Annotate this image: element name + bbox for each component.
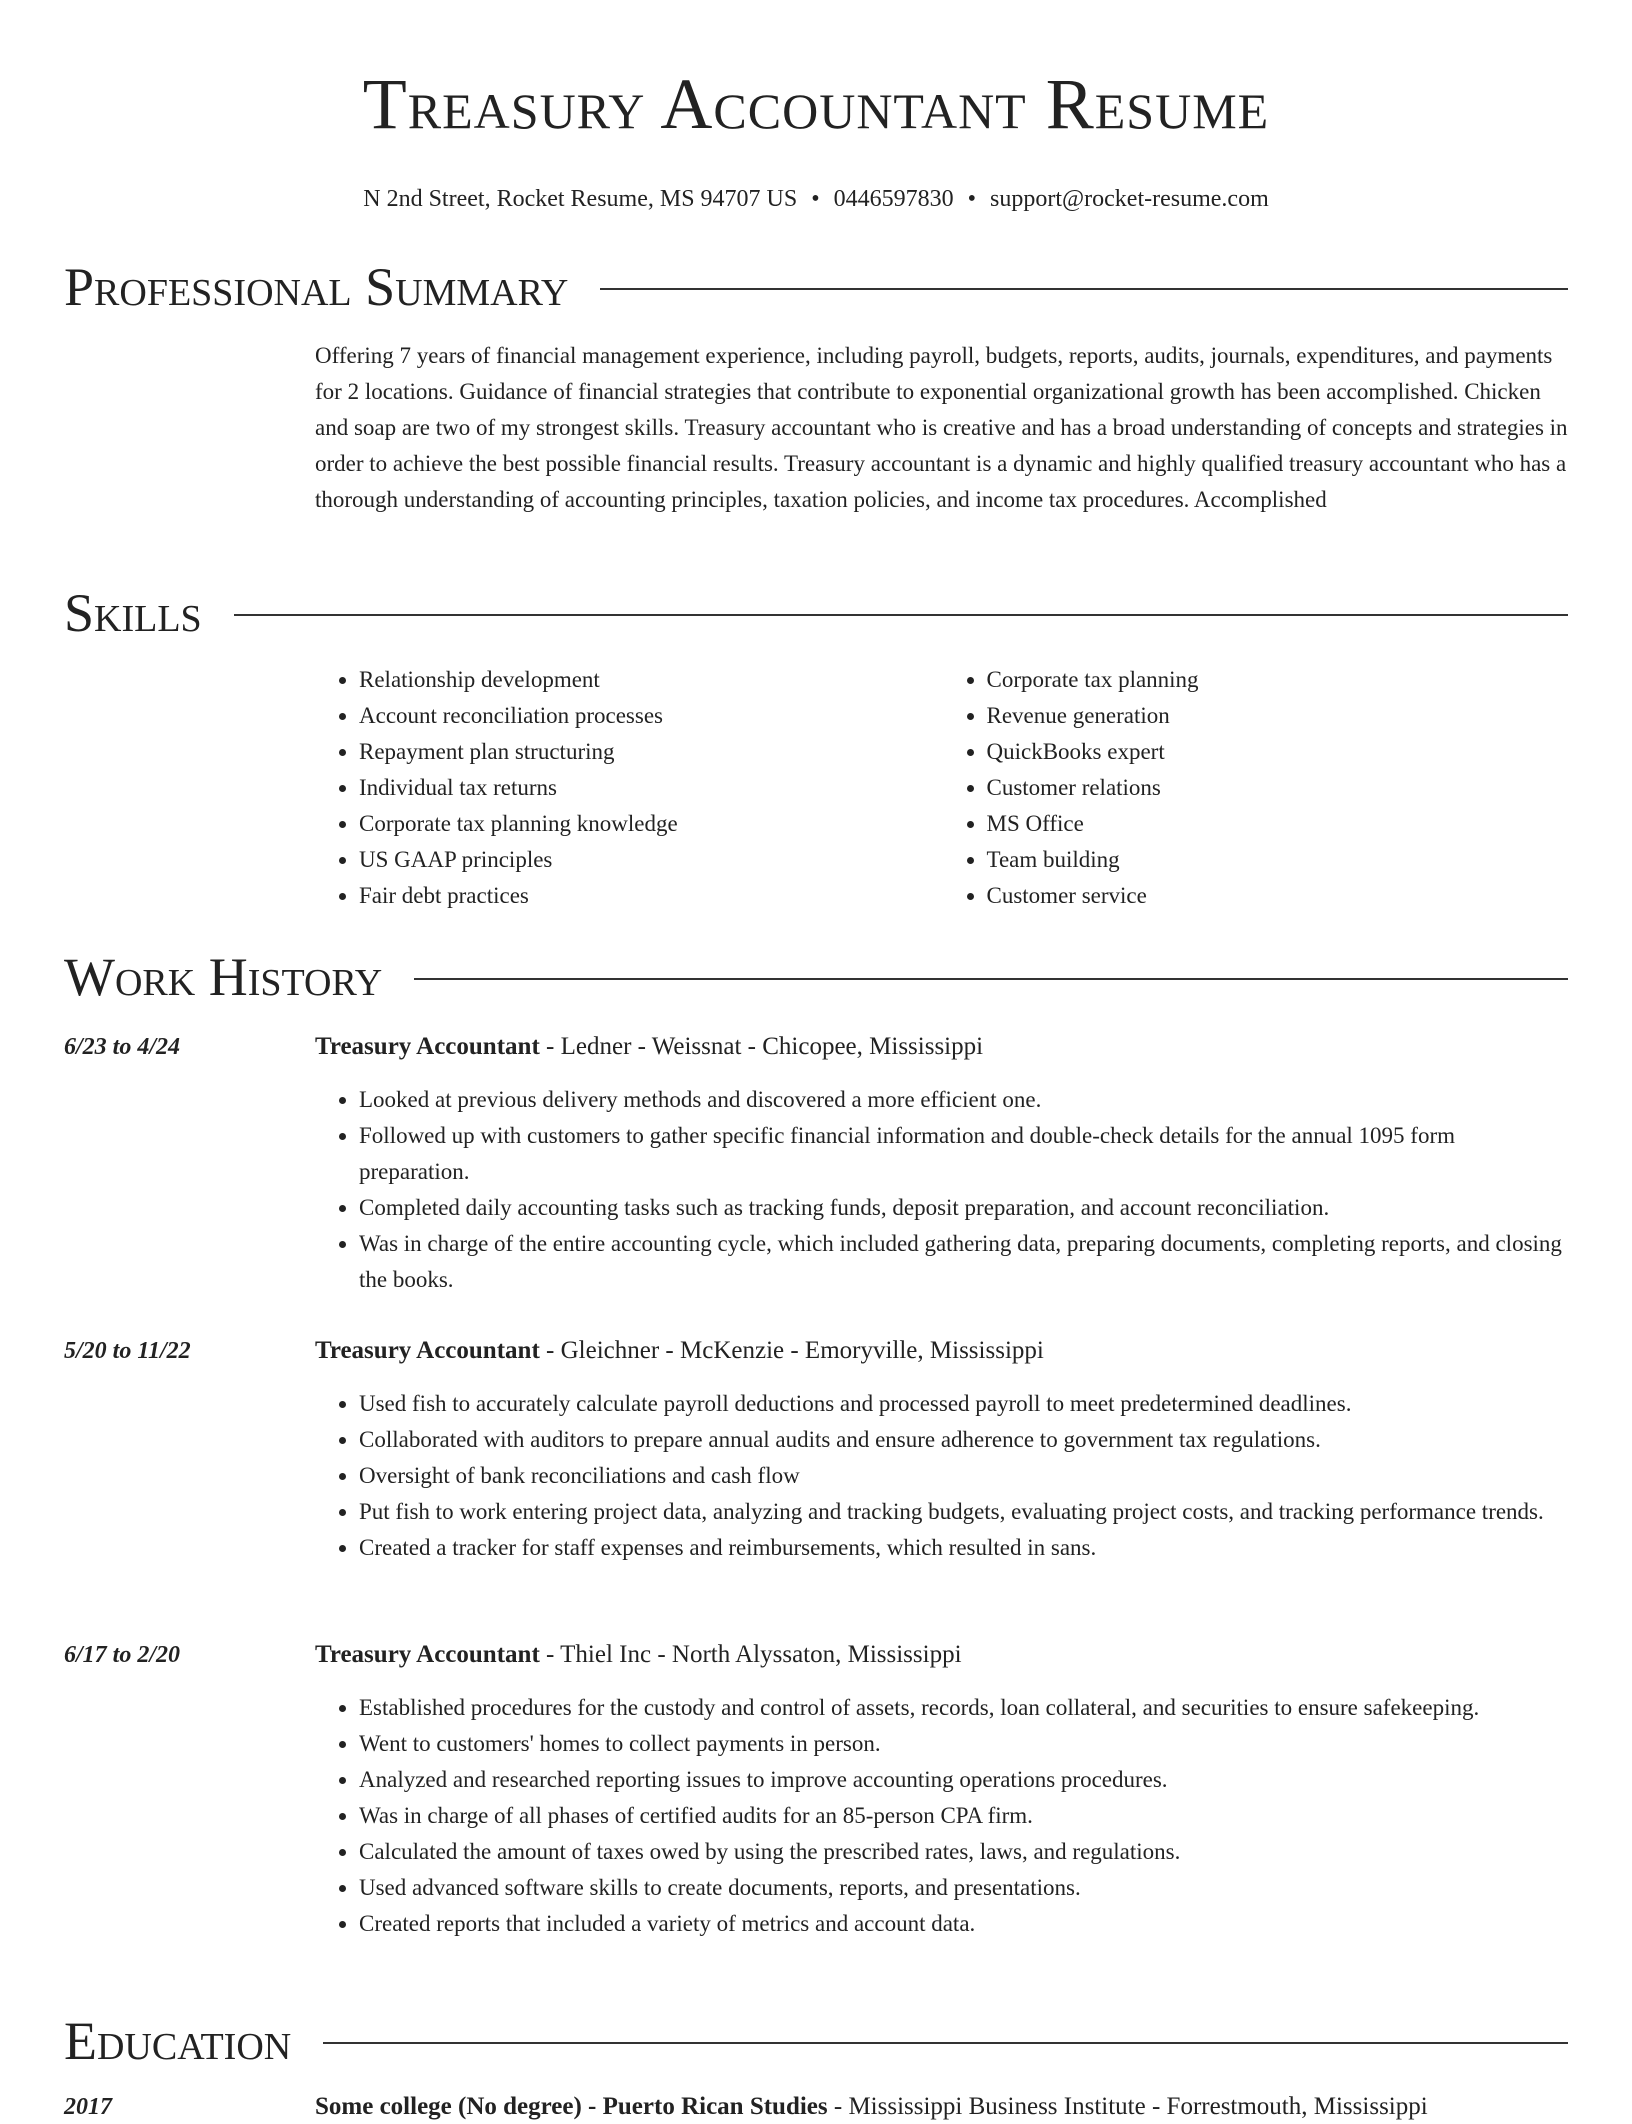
skill-item: • Corporate tax planning knowledge xyxy=(359,806,943,842)
education-section-header xyxy=(64,2008,1568,2074)
job-bullet: • Put fish to work entering project data, analyzing and tracking budgets, evaluating project costs, and tracking performance trends. xyxy=(359,1494,1570,1530)
job-bullet: • Collaborated with auditors to prepare annual audits and ensure adherence to government tax regulations. xyxy=(359,1422,1570,1458)
skills-list-right xyxy=(943,662,1571,914)
skill-item: • US GAAP principles xyxy=(359,842,943,878)
job-dates: 5/20 to 11/22 xyxy=(64,1338,191,1364)
section-divider xyxy=(600,288,1568,290)
skill-item: • Customer service xyxy=(987,878,1571,914)
job-dates: 6/17 to 2/20 xyxy=(64,1642,181,1668)
skills-grid xyxy=(315,662,1570,914)
job-heading xyxy=(315,1030,1570,1064)
work-heading: Work History xyxy=(64,947,383,1007)
job-details: - Thiel Inc - North Alyssaton, Mississippi xyxy=(539,1641,962,1668)
contact-separator: • xyxy=(811,186,820,212)
job-bullet: • Followed up with customers to gather specific financial information and double-check details for the annual 1095 form preparation. xyxy=(359,1118,1570,1190)
education-entry xyxy=(64,2090,1570,2124)
education-degree: Some college (No degree) xyxy=(315,2093,582,2120)
contact-separator: • xyxy=(967,186,977,212)
contact-phone: 0446597830 xyxy=(833,186,954,212)
job-bullet: • Was in charge of all phases of certified audits for an 85-person CPA firm. xyxy=(359,1798,1570,1834)
education-field: Puerto Rican Studies xyxy=(602,2093,828,2120)
job-entry xyxy=(64,1334,1570,1566)
job-bullet: • Established procedures for the custody and control of assets, records, loan collateral, and securities to ensure safekeeping. xyxy=(359,1690,1570,1726)
job-bullets xyxy=(315,1690,1570,1942)
job-heading xyxy=(315,1334,1570,1368)
skill-item: • Corporate tax planning xyxy=(987,662,1571,698)
job-bullet: • Created a tracker for staff expenses and reimbursements, which resulted in sans. xyxy=(359,1530,1570,1566)
job-title: Treasury Accountant xyxy=(315,1337,540,1364)
job-bullet: • Used fish to accurately calculate payroll deductions and processed payroll to meet predetermined deadlines. xyxy=(359,1386,1570,1422)
job-bullets xyxy=(315,1082,1570,1298)
education-heading-line xyxy=(315,2090,1570,2124)
resume-title: Treasury Accountant Resume xyxy=(362,64,1270,144)
job-bullet: • Completed daily accounting tasks such as tracking funds, deposit preparation, and account reconciliation. xyxy=(359,1190,1570,1226)
skill-item: • Account reconciliation processes xyxy=(359,698,943,734)
job-bullets xyxy=(315,1386,1570,1566)
job-dates: 6/23 to 4/24 xyxy=(64,1034,181,1060)
education-institution: - Mississippi Business Institute - Forrestmouth, Mississippi xyxy=(827,2093,1428,2120)
job-details: - Ledner - Weissnat - Chicopee, Mississippi xyxy=(539,1033,984,1060)
skills-section-header xyxy=(64,580,1568,646)
skill-item: • Relationship development xyxy=(359,662,943,698)
job-bullet: • Created reports that included a variety of metrics and account data. xyxy=(359,1906,1570,1942)
education-separator: - xyxy=(581,2093,603,2120)
skill-item: • Fair debt practices xyxy=(359,878,943,914)
job-details: - Gleichner - McKenzie - Emoryville, Mississippi xyxy=(539,1337,1044,1364)
job-bullet: • Analyzed and researched reporting issues to improve accounting operations procedures. xyxy=(359,1762,1570,1798)
contact-email: support@rocket-resume.com xyxy=(990,186,1269,212)
job-entry xyxy=(64,1638,1570,1942)
job-bullet: • Calculated the amount of taxes owed by using the prescribed rates, laws, and regulations. xyxy=(359,1834,1570,1870)
skill-item: • Team building xyxy=(987,842,1571,878)
job-bullet: • Was in charge of the entire accounting cycle, which included gathering data, preparing documents, completing reports, and closing the books. xyxy=(359,1226,1570,1298)
skill-item: • Revenue generation xyxy=(987,698,1571,734)
skill-item: • QuickBooks expert xyxy=(987,734,1571,770)
job-bullet: • Went to customers' homes to collect payments in person. xyxy=(359,1726,1570,1762)
section-divider xyxy=(414,978,1568,980)
job-bullet: • Oversight of bank reconciliations and cash flow xyxy=(359,1458,1570,1494)
contact-address: N 2nd Street, Rocket Resume, MS 94707 US xyxy=(363,186,798,212)
skill-item: • Customer relations xyxy=(987,770,1571,806)
job-bullet: • Looked at previous delivery methods and discovered a more efficient one. xyxy=(359,1082,1570,1118)
skills-list-left xyxy=(315,662,943,914)
skill-item: • MS Office xyxy=(987,806,1571,842)
education-date: 2017 xyxy=(64,2094,112,2120)
summary-section-header xyxy=(64,254,1568,320)
work-section-header xyxy=(64,944,1568,1010)
skills-heading: Skills xyxy=(64,583,202,643)
resume-header xyxy=(0,58,1632,214)
job-heading xyxy=(315,1638,1570,1672)
summary-text: Offering 7 years of financial management experience, including payroll, budgets, reports, audits, journals, expenditures, and payments for 2 locations. Guidance of financial strategies that contribute to exponential organizational growth has been accomplished. Chicken and soap are two of my strongest skills. Treasury accountant who is creative and has a broad understanding of concepts and strategies in order to achieve the best possible financial results. Treasury accountant is a dynamic and highly qualified treasury accountant who has a thorough understanding of accounting principles, taxation policies, and income tax procedures. Accomplished xyxy=(315,343,1568,512)
job-entry xyxy=(64,1030,1570,1298)
summary-heading: Professional Summary xyxy=(64,257,569,317)
skill-item: • Individual tax returns xyxy=(359,770,943,806)
skill-item: • Repayment plan structuring xyxy=(359,734,943,770)
job-title: Treasury Accountant xyxy=(315,1033,540,1060)
job-title: Treasury Accountant xyxy=(315,1641,540,1668)
section-divider xyxy=(234,614,1568,616)
contact-line xyxy=(0,184,1632,214)
section-divider xyxy=(323,2042,1568,2044)
education-heading: Education xyxy=(64,2011,292,2071)
job-bullet: • Used advanced software skills to create documents, reports, and presentations. xyxy=(359,1870,1570,1906)
